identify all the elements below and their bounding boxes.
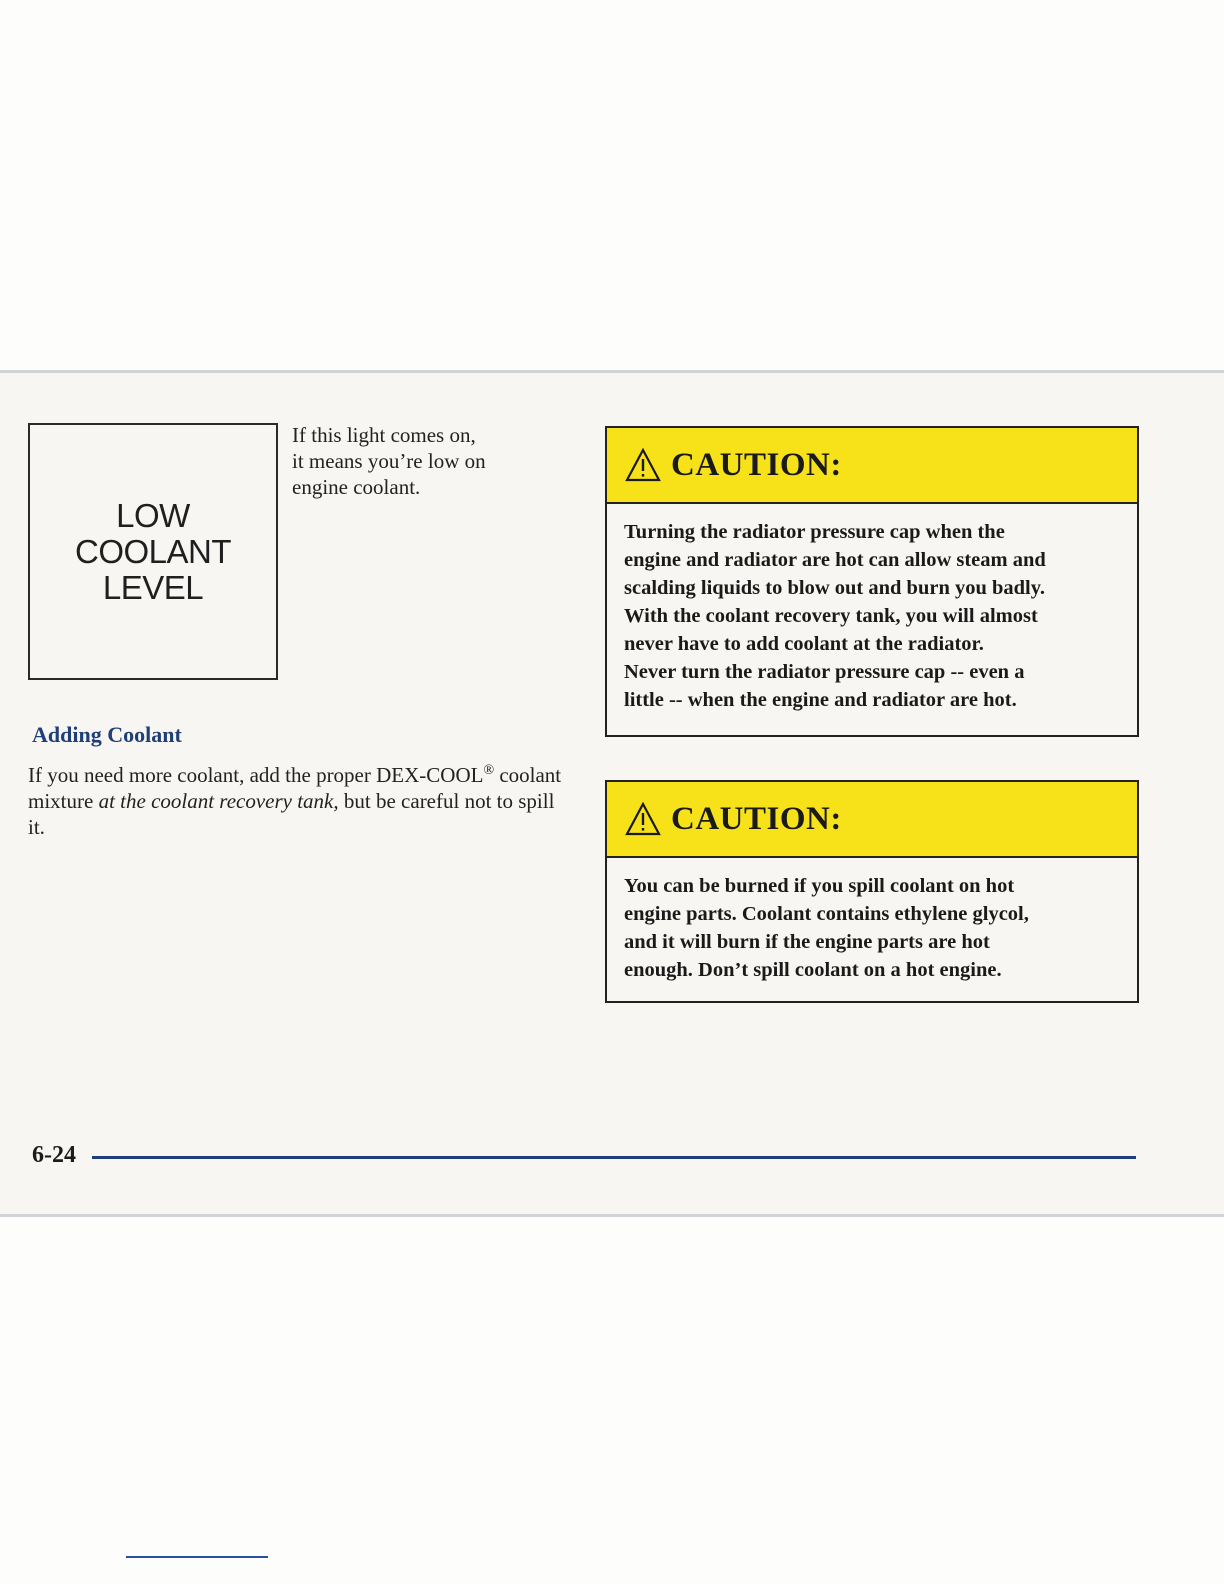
caution-body: Turning the radiator pressure cap when the engine and radiator are hot can allow steam and scalding liquids to blow out and burn you badly. With the coolant recovery tank, you will almost never have to add coolant at the radiator. Never turn the radiator pressure cap -- even a little -- when the engine and radiator are hot. — [624, 521, 1046, 711]
registered-mark: ® — [483, 763, 495, 778]
para-text-1: If you need more coolant, add the proper DEX-COOL — [28, 763, 484, 787]
bottom-link-underline[interactable] — [126, 1556, 268, 1558]
section-heading: Adding Coolant — [32, 722, 182, 747]
caution-header — [607, 782, 1137, 858]
warning-triangle-icon — [625, 802, 661, 836]
caution-box-radiator-cap — [605, 426, 1139, 737]
caution-title: CAUTION: — [671, 800, 842, 837]
caution-title: CAUTION: — [671, 446, 842, 483]
para-text-2: coolant mixture — [28, 763, 562, 813]
page-number: 6-24 — [32, 1142, 76, 1168]
indicator-label: LOW COOLANT LEVEL — [74, 496, 232, 606]
para-italic: at the coolant recovery tank, — [98, 789, 339, 813]
footer-rule — [92, 1156, 1136, 1159]
para-text-3: but be careful not to spill it. — [28, 789, 555, 839]
caution-header — [607, 428, 1137, 504]
adding-coolant-paragraph — [28, 758, 568, 840]
light-description: If this light comes on, it means you’re low on engine coolant. — [292, 423, 486, 499]
caution-body: You can be burned if you spill coolant on hot engine parts. Coolant contains ethylene glycol, and it will burn if the engine parts are hot enough. Don’t spill coolant on a hot engine. — [624, 875, 1029, 981]
low-coolant-indicator — [28, 423, 278, 680]
warning-triangle-icon — [625, 448, 661, 482]
caution-box-spill-coolant — [605, 780, 1139, 1003]
